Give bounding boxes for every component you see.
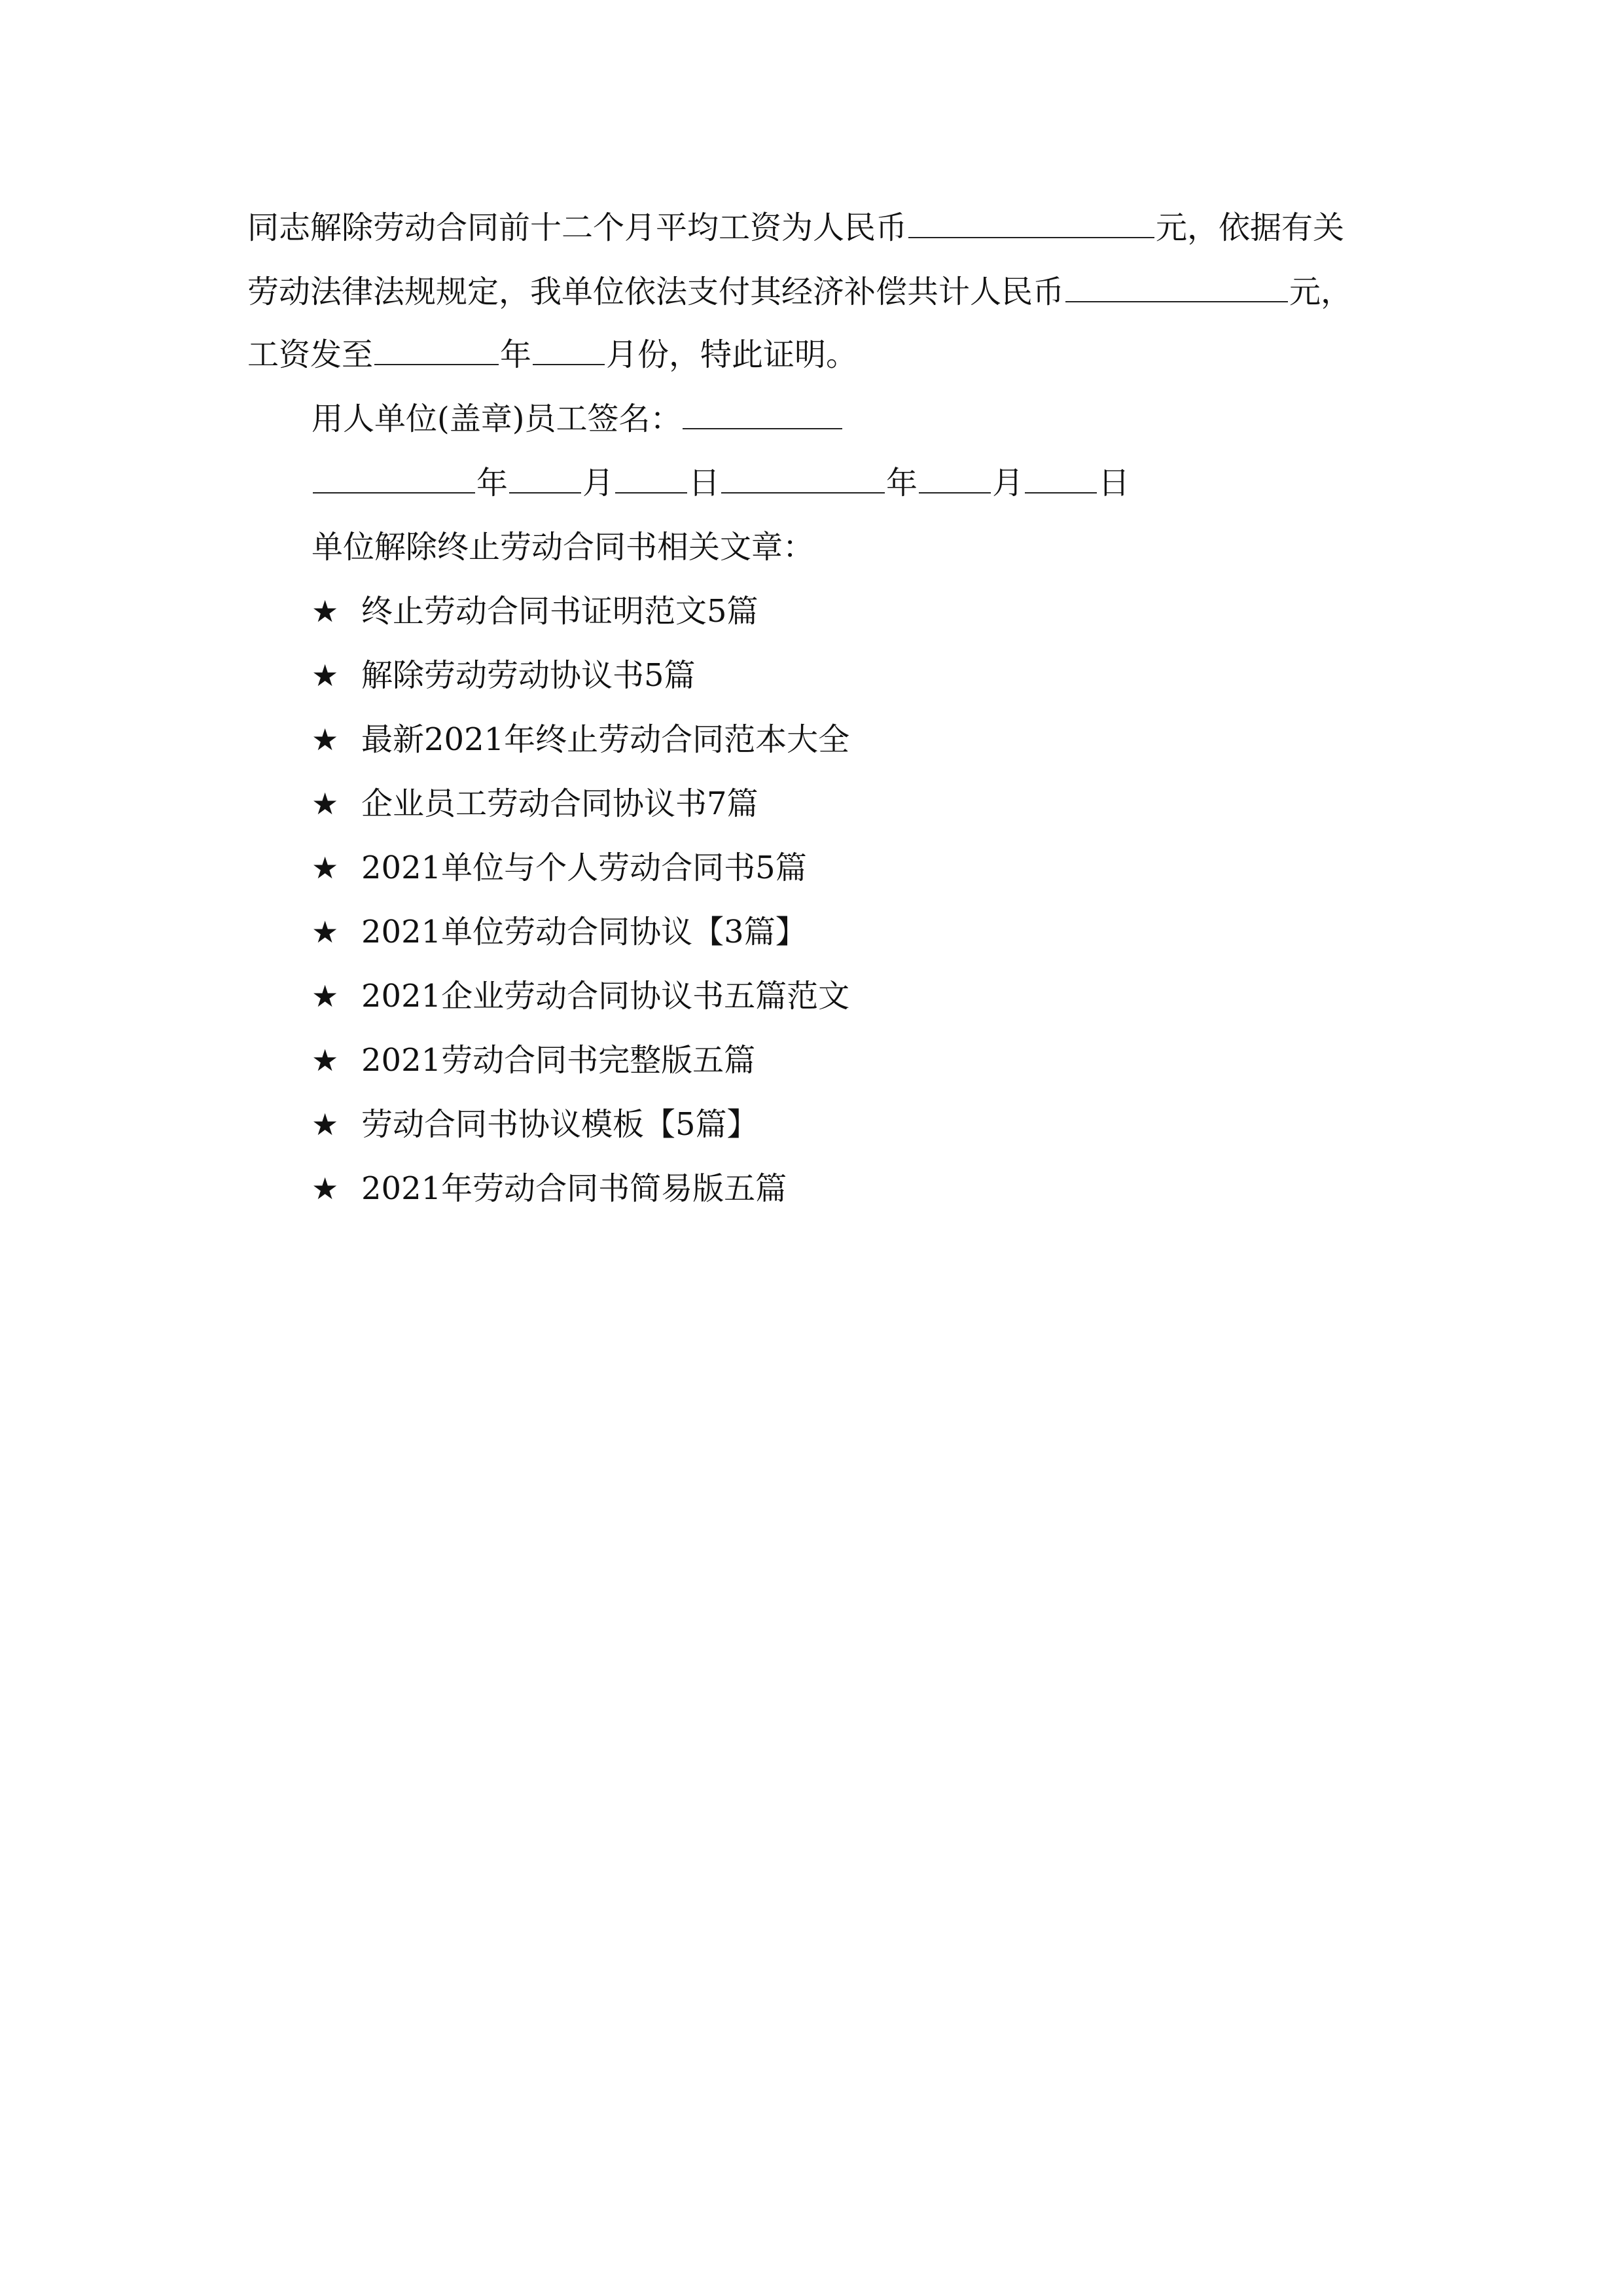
signature-line bbox=[312, 399, 844, 439]
related-link-text: 2021企业劳动合同协议书五篇范文 bbox=[361, 978, 850, 1014]
month-blank bbox=[533, 360, 605, 365]
employee-month-blank bbox=[919, 488, 991, 493]
related-link[interactable] bbox=[312, 1105, 758, 1144]
paragraph-line-3 bbox=[247, 335, 857, 374]
star-icon: ★ bbox=[312, 978, 339, 1014]
paragraph-text: 工资发至 bbox=[247, 336, 374, 373]
year-blank bbox=[374, 360, 499, 365]
employee-day-blank bbox=[1025, 488, 1097, 493]
date-year-label: 年 bbox=[886, 465, 918, 501]
related-link-text: 2021劳动合同书完整版五篇 bbox=[361, 1042, 756, 1079]
related-link[interactable] bbox=[312, 592, 758, 631]
employer-day-blank bbox=[615, 488, 687, 493]
star-icon: ★ bbox=[312, 1043, 339, 1078]
star-icon: ★ bbox=[312, 1107, 339, 1142]
star-icon: ★ bbox=[312, 914, 339, 950]
related-link-text: 解除劳动劳动协议书5篇 bbox=[361, 657, 696, 694]
related-link[interactable] bbox=[312, 1169, 787, 1208]
related-link[interactable] bbox=[312, 720, 849, 759]
related-link[interactable] bbox=[312, 977, 849, 1016]
paragraph-text: 劳动法律法规规定，我单位依法支付其经济补偿共计人民币 bbox=[247, 274, 1065, 310]
paragraph-text: 元， bbox=[1289, 274, 1353, 310]
employer-year-blank bbox=[313, 488, 475, 493]
related-link[interactable] bbox=[312, 656, 696, 695]
related-link-text: 企业员工劳动合同协议书7篇 bbox=[361, 785, 758, 822]
paragraph-text: 年 bbox=[500, 336, 532, 373]
related-link-text: 最新2021年终止劳动合同范本大全 bbox=[361, 721, 850, 758]
date-month-label: 月 bbox=[582, 465, 615, 501]
related-link-text: 2021年劳动合同书简易版五篇 bbox=[361, 1170, 787, 1207]
star-icon: ★ bbox=[312, 658, 339, 693]
star-icon: ★ bbox=[312, 786, 339, 821]
related-link-text: 2021单位与个人劳动合同书5篇 bbox=[361, 850, 807, 886]
employee-year-blank bbox=[721, 488, 885, 493]
signature-blank bbox=[683, 424, 842, 429]
related-link-text: 劳动合同书协议模板【5篇】 bbox=[361, 1106, 758, 1143]
related-link-text: 终止劳动合同书证明范文5篇 bbox=[361, 593, 758, 630]
star-icon: ★ bbox=[312, 722, 339, 757]
paragraph-text: 元，依据有关 bbox=[1156, 209, 1345, 246]
salary-blank bbox=[908, 233, 1154, 238]
star-icon: ★ bbox=[312, 1171, 339, 1206]
compensation-blank bbox=[1065, 297, 1288, 302]
employer-month-blank bbox=[509, 488, 581, 493]
signature-label: 用人单位(盖章)员工签名： bbox=[312, 401, 682, 437]
date-year-label: 年 bbox=[476, 465, 508, 501]
star-icon: ★ bbox=[312, 850, 339, 886]
paragraph-text: 同志解除劳动合同前十二个月平均工资为人民币 bbox=[247, 209, 908, 246]
related-link[interactable] bbox=[312, 848, 807, 888]
paragraph-line-2 bbox=[247, 272, 1352, 312]
related-link[interactable] bbox=[312, 1041, 755, 1080]
date-day-label: 日 bbox=[1098, 465, 1130, 501]
related-link[interactable] bbox=[312, 784, 758, 823]
paragraph-text: 月份，特此证明。 bbox=[606, 336, 858, 373]
star-icon: ★ bbox=[312, 594, 339, 629]
date-line bbox=[312, 463, 1130, 503]
date-month-label: 月 bbox=[992, 465, 1024, 501]
related-link-text: 2021单位劳动合同协议【3篇】 bbox=[361, 914, 807, 950]
related-link[interactable] bbox=[312, 912, 807, 952]
date-day-label: 日 bbox=[688, 465, 721, 501]
related-heading: 单位解除终止劳动合同书相关文章： bbox=[312, 529, 815, 565]
paragraph-line-1 bbox=[247, 208, 1344, 247]
